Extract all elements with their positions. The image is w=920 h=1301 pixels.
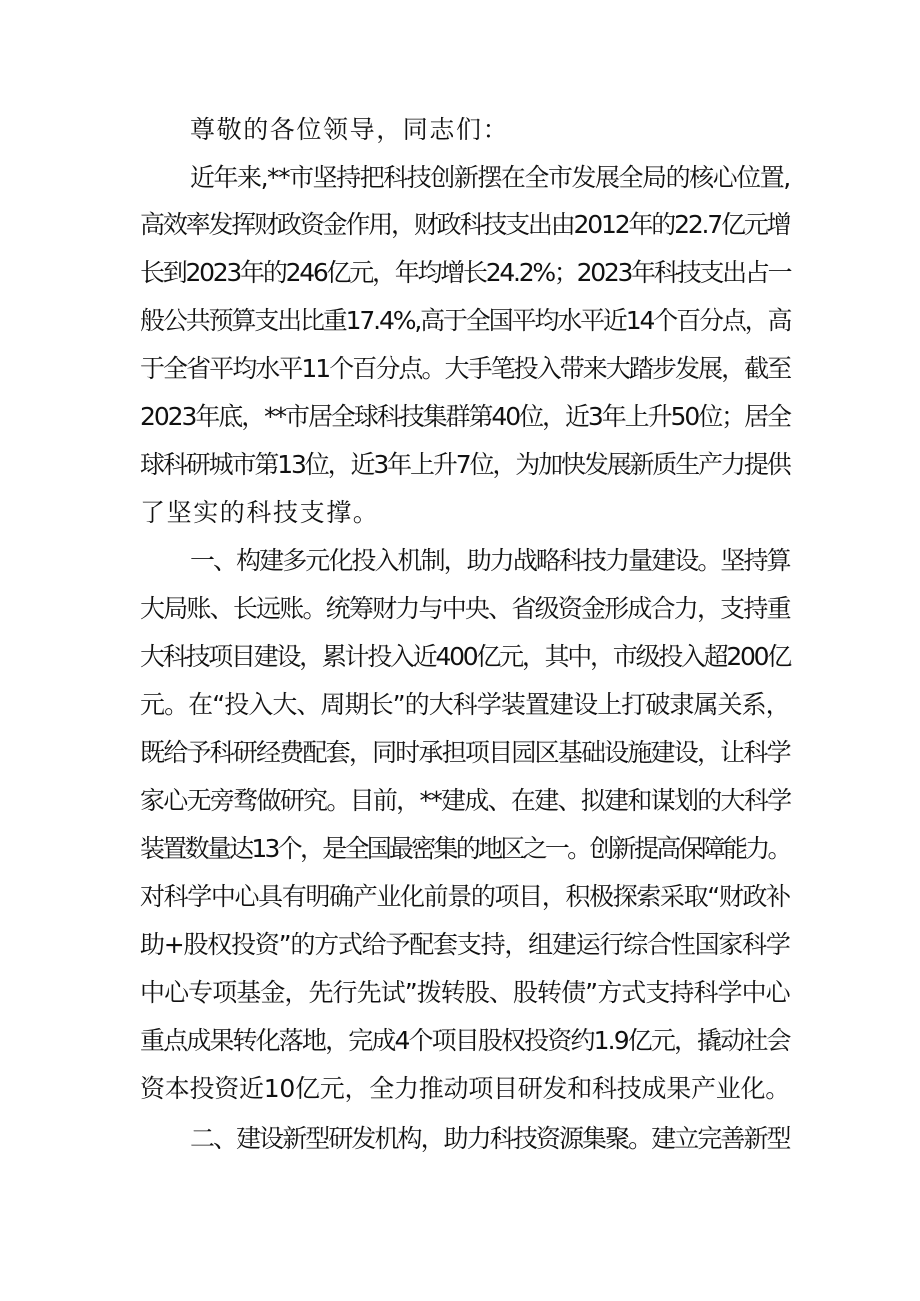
paragraph-line: 家心无旁骛做研究。目前，**建成、在建、拟建和谋划的大科学 xyxy=(140,786,791,815)
paragraph-line: 元。在“投入大、周期长”的大科学装置建设上打破隶属关系， xyxy=(140,690,790,719)
paragraph-line: 般公共预算支出比重17.4%,高于全国平均水平近14个百分点，高 xyxy=(140,306,791,335)
paragraph-line: 既给予科研经费配套，同时承担项目园区基础设施建设，让科学 xyxy=(140,738,790,767)
paragraph-line: 资本投资近10亿元，全力推动项目研发和科技成果产业化。 xyxy=(140,1074,791,1103)
paragraph-line: 球科研城市第13位，近3年上升7位，为加快发展新质生产力提供 xyxy=(140,450,790,479)
paragraph-line: 中心专项基金，先行先试”拨转股、股转债”方式支持科学中心 xyxy=(140,978,790,1007)
paragraph-line: 于全省平均水平11个百分点。大手笔投入带来大踏步发展，截至 xyxy=(140,354,791,383)
paragraph-line: 2023年底，**市居全球科技集群第40位，近3年上升50位；居全 xyxy=(140,402,790,431)
salutation-line: 尊敬的各位领导，同志们： xyxy=(190,115,510,144)
paragraph-line: 重点成果转化落地，完成4个项目股权投资约1.9亿元，撬动社会 xyxy=(140,1026,790,1055)
paragraph-line: 了坚实的科技支撑。 xyxy=(140,498,380,527)
paragraph-line: 助+股权投资”的方式给予配套支持，组建运行综合性国家科学 xyxy=(140,930,790,959)
paragraph-line: 高效率发挥财政资金作用，财政科技支出由2012年的22.7亿元增 xyxy=(140,210,790,239)
paragraph-line: 大局账、长远账。统筹财力与中央、省级资金形成合力，支持重 xyxy=(140,594,790,623)
paragraph-line: 大科技项目建设，累计投入近400亿元，其中，市级投入超200亿 xyxy=(140,642,791,671)
paragraph-line: 对科学中心具有明确产业化前景的项目，积极探索采取“财政补 xyxy=(140,882,790,911)
paragraph-line: 长到2023年的246亿元，年均增长24.2%；2023年科技支出占一 xyxy=(140,258,791,287)
paragraph-line: 一、构建多元化投入机制，助力战略科技力量建设。坚持算 xyxy=(190,546,790,575)
paragraph-line: 二、建设新型研发机构，助力科技资源集聚。建立完善新型 xyxy=(190,1124,790,1153)
paragraph-line: 近年来,**市坚持把科技创新摆在全市发展全局的核心位置, xyxy=(190,163,790,192)
paragraph-line: 装置数量达13个，是全国最密集的地区之一。创新提高保障能力。 xyxy=(140,834,790,863)
